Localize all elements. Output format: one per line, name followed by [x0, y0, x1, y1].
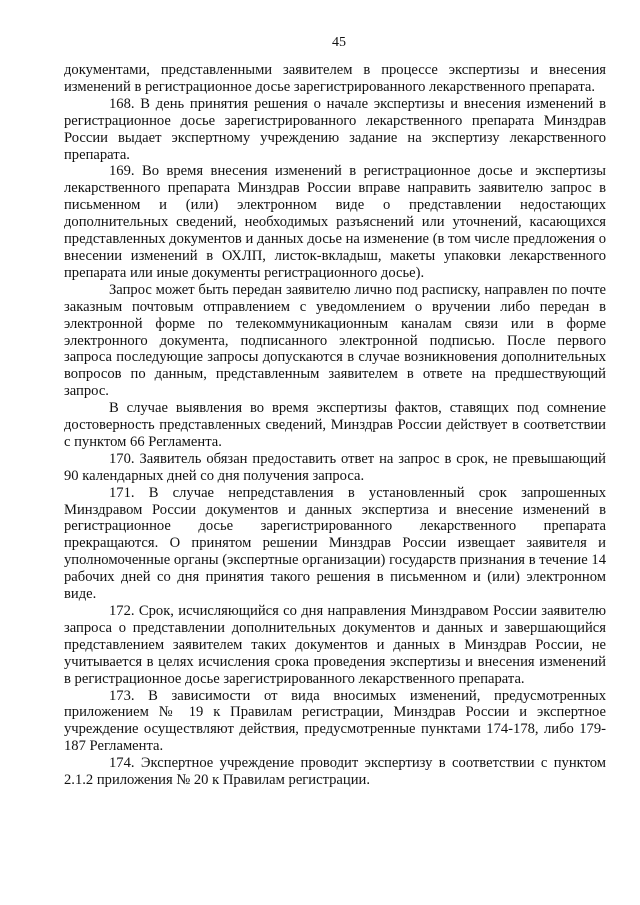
- page-number: 45: [332, 35, 346, 50]
- paragraph-169-doubt: В случае выявления во время экспертизы фактов, ставящих под сомнение достоверность представленных сведений, Минздрав России действует в соответствии с пунктом 66 Регламента.: [64, 400, 606, 450]
- paragraph-173: 173. В зависимости от вида вносимых изменений, предусмотренных приложением № 19 к Правилам регистрации, Минздрав России и экспертное учреждение осуществляют действия, предусмотренные пунктами 174-178, либо 179-187 Регламента.: [64, 687, 606, 755]
- paragraph-169: 169. Во время внесения изменений в регистрационное досье и экспертизы лекарственного препарата Минздрав России вправе направить заявителю запрос в письменном и (или) электронном виде о представлении недостающих дополнительных сведений, необходимых разъяснений или уточнений, касающихся представленных документов и данных досье на изменение (в том числе предложения о внесении изменений в ОХЛП, листок-вкладыш, макеты упаковки лекарственного препарата или иные документы регистрационного досье).: [64, 163, 606, 281]
- paragraph-170: 170. Заявитель обязан предоставить ответ на запрос в срок, не превышающий 90 календарных дней со дня получения запроса.: [64, 450, 606, 484]
- paragraph-172: 172. Срок, исчисляющийся со дня направления Минздравом России заявителю запроса о представлении дополнительных документов и данных и завершающийся представлением заявителем таких документов и данных в Минздрав России, не учитывается в целях исчисления срока проведения экспертизы и внесения изменений в регистрационное досье зарегистрированного лекарственного препарата.: [64, 603, 606, 687]
- paragraph-continuation: документами, представленными заявителем в процессе экспертизы и внесения изменений в регистрационное досье зарегистрированного лекарственного препарата.: [64, 62, 606, 95]
- paragraph-169-request: Запрос может быть передан заявителю лично под расписку, направлен по почте заказным почтовым отправлением с уведомлением о вручении либо передан в электронной форме по телекоммуникационным каналам связи или в форме электронного документа, подписанного электронной подписью. После первого запроса последующие запросы допускаются в случае возникновения дополнительных вопросов по данным, представленным заявителем в ответе на предшествующий запрос.: [64, 281, 606, 400]
- paragraph-168: 168. В день принятия решения о начале экспертизы и внесения изменений в регистрационное досье зарегистрированного лекарственного препарата Минздрав России выдает экспертному учреждению задание на экспертизу лекарственного препарата.: [64, 95, 606, 163]
- paragraph-174: 174. Экспертное учреждение проводит экспертизу в соответствии с пунктом 2.1.2 приложения № 20 к Правилам регистрации.: [64, 755, 606, 789]
- paragraph-171: 171. В случае непредставления в установленный срок запрошенных Минздравом России документов и данных экспертиза и внесение изменений в регистрационное досье зарегистрированного лекарственного препарата прекращаются. О принятом решении Минздрав России извещает заявителя и уполномоченные органы (экспертные организации) государств признания в течение 14 рабочих дней со дня принятия такого решения в письменном и (или) электронном виде.: [64, 484, 606, 603]
